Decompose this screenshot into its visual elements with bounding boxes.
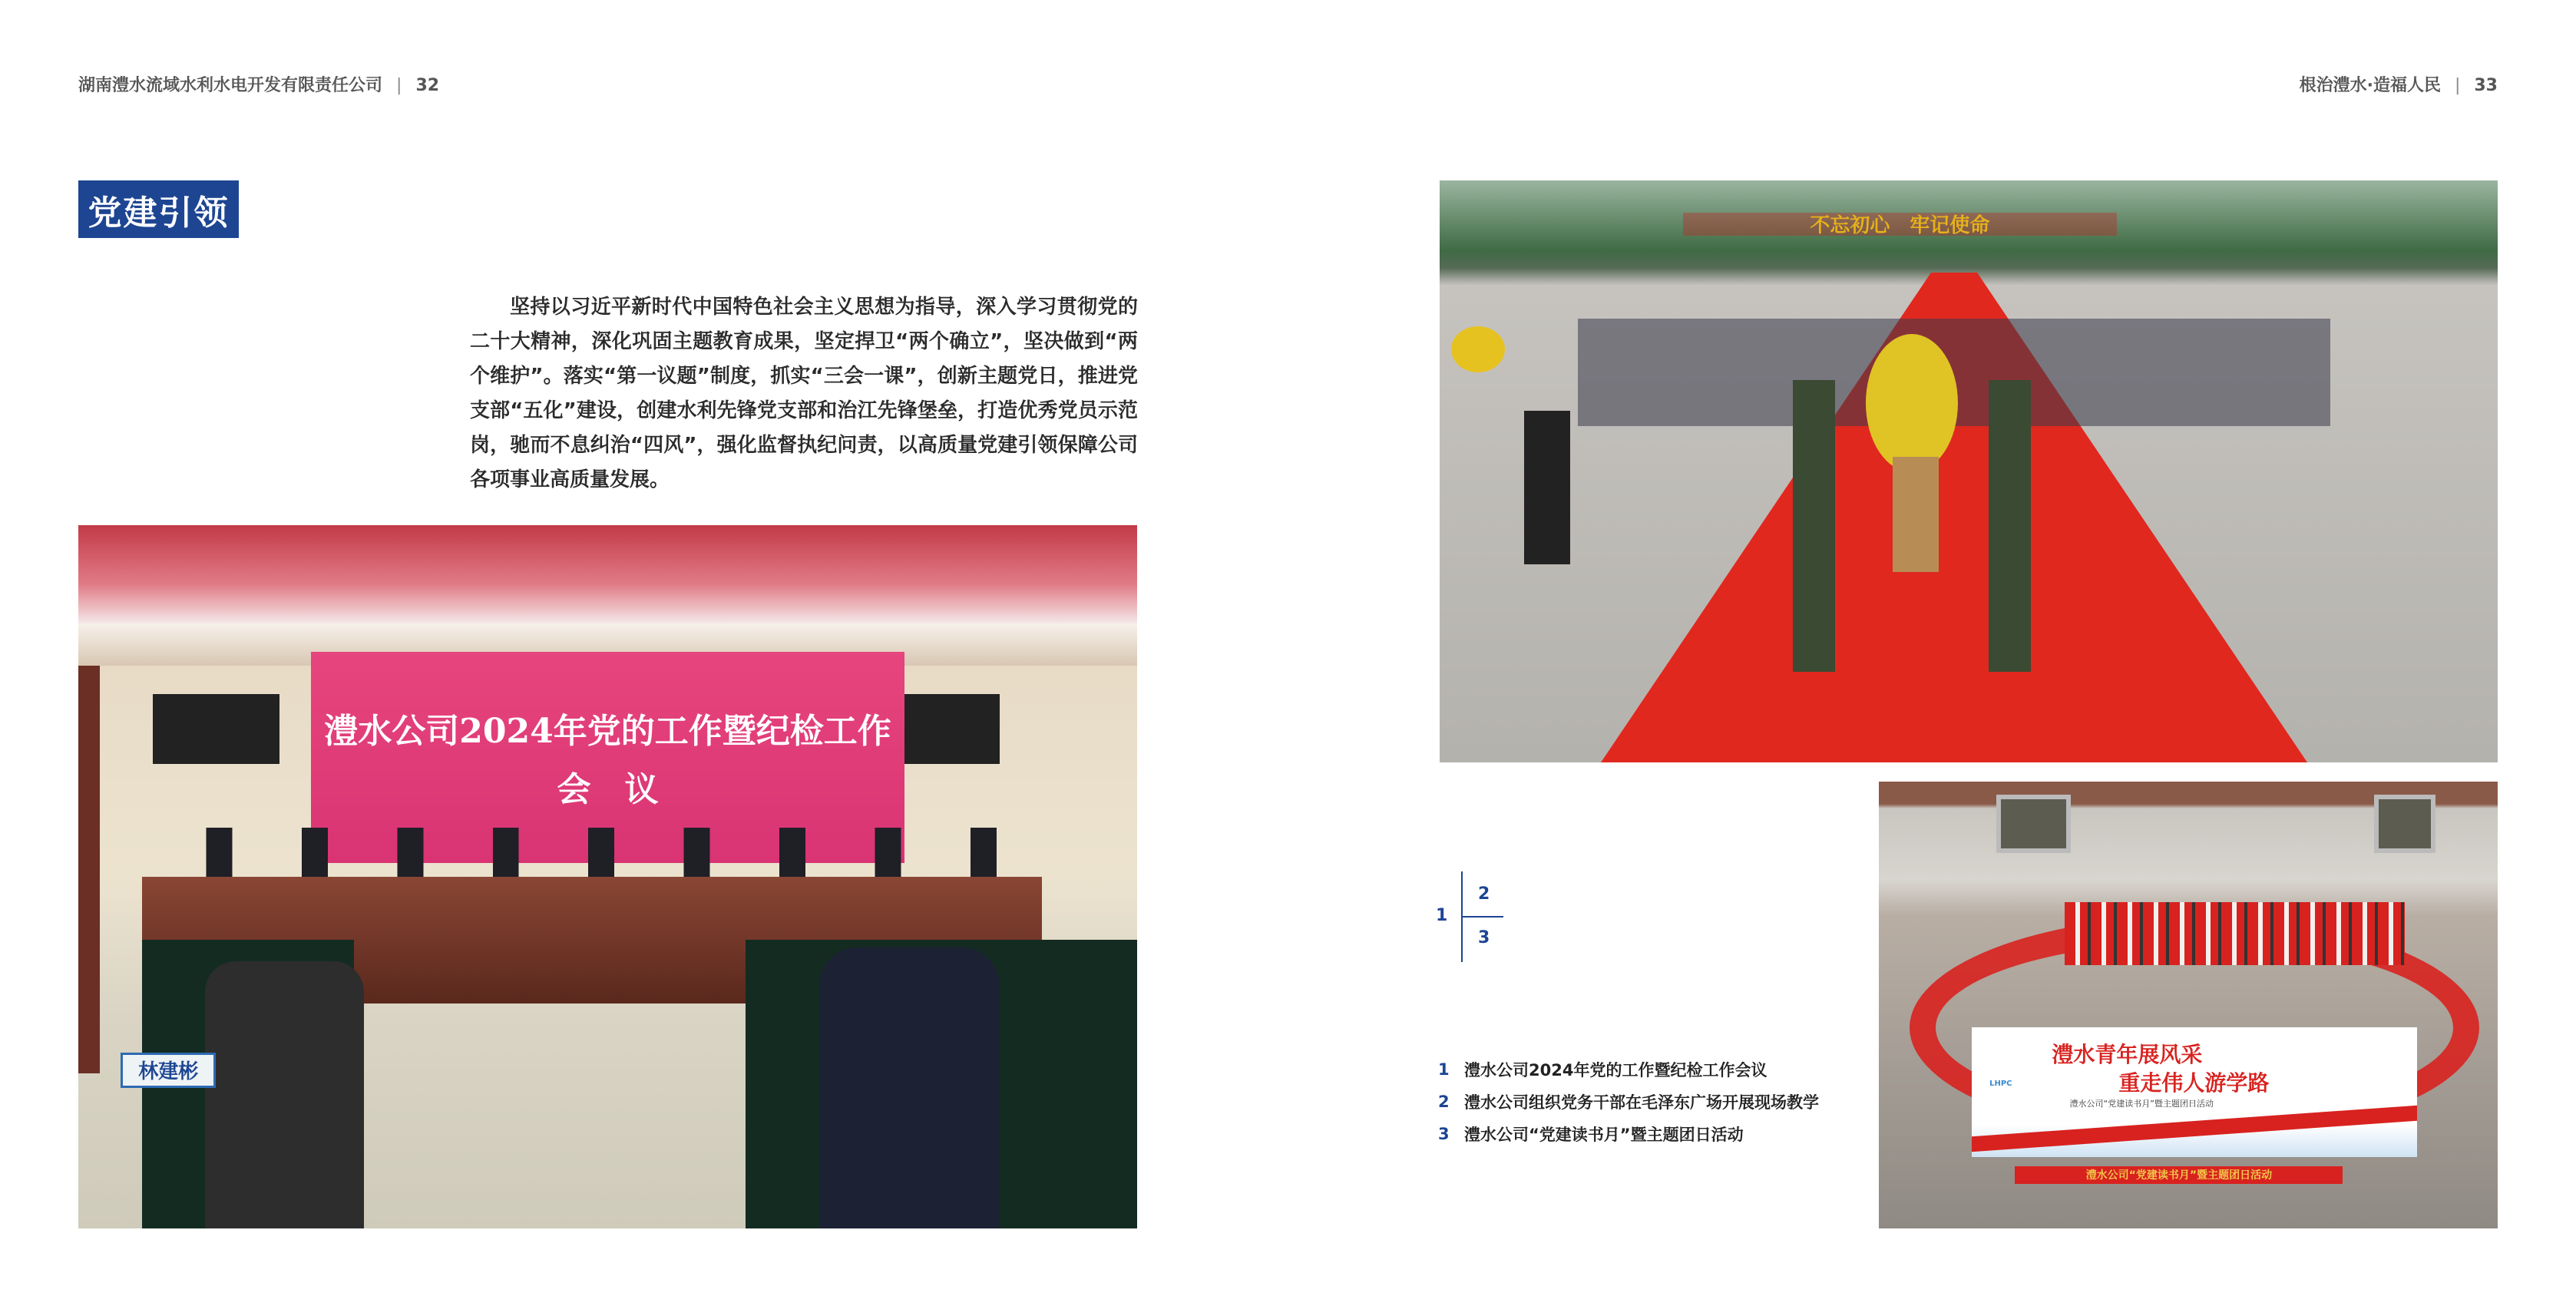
logo: LHPC bbox=[1989, 1079, 2012, 1088]
event-strip: 澧水公司“党建读书月”暨主题团日活动 bbox=[2015, 1166, 2343, 1184]
publisher-name: 湖南澧水流域水利水电开发有限责任公司 bbox=[78, 76, 383, 95]
page-number-left: 32 bbox=[415, 76, 440, 95]
nameplate: 林建彬 bbox=[121, 1053, 216, 1088]
slogan: 根治澧水·造福人民 bbox=[2299, 76, 2441, 95]
body-paragraph: 坚持以习近平新时代中国特色社会主义思想为指导，深入学习贯彻党的二十大精神，深化巩固主题教育成果，坚定捍卫“两个确立”，坚决做到“两个维护”。落实“第一议题”制度，抓实“三会一课”，创新主题党日，推进党支部“五化”建设，创建水利先锋党支部和治江先锋堡垒，打造优秀党员示范岗，驰而不息纠治“四风”，强化监督执纪问责，以高质量党建引领保障公司各项事业高质量发展。 bbox=[470, 296, 1138, 491]
caption-list bbox=[1438, 1053, 1819, 1150]
caption-item: 3 澧水公司“党建读书月”暨主题团日活动 bbox=[1438, 1125, 1744, 1144]
header-left: 湖南澧水流域水利水电开发有限责任公司 | 32 bbox=[78, 76, 440, 95]
index-2: 2 bbox=[1478, 884, 1490, 904]
header-right: 根治澧水·造福人民 | 33 bbox=[2299, 76, 2498, 95]
banner-line2: 重走伟人游学路 bbox=[2118, 1070, 2270, 1096]
event-banner bbox=[1972, 1027, 2417, 1157]
screen-title-line1: 澧水公司2024年党的工作暨纪检工作 bbox=[324, 712, 891, 752]
page-number-right: 33 bbox=[2474, 76, 2498, 95]
index-3: 3 bbox=[1478, 928, 1490, 947]
section-title: 党建引领 bbox=[78, 180, 239, 238]
banner-line1: 澧水青年展风采 bbox=[2052, 1041, 2203, 1067]
caption-item: 1 澧水公司2024年党的工作暨纪检工作会议 bbox=[1438, 1060, 1767, 1080]
photo-square bbox=[1440, 180, 2498, 762]
photo-meeting bbox=[78, 525, 1137, 1228]
caption-item: 2 澧水公司组织党务干部在毛泽东广场开展现场教学 bbox=[1438, 1093, 1819, 1112]
photo-youth-activity bbox=[1879, 782, 2498, 1228]
screen-title-line2: 会 议 bbox=[557, 770, 659, 810]
banner-line3: 澧水公司“党建读书月”暨主题团日活动 bbox=[2069, 1099, 2214, 1109]
index-1: 1 bbox=[1436, 906, 1448, 925]
square-banner: 不忘初心 牢记使命 bbox=[1683, 213, 2117, 236]
